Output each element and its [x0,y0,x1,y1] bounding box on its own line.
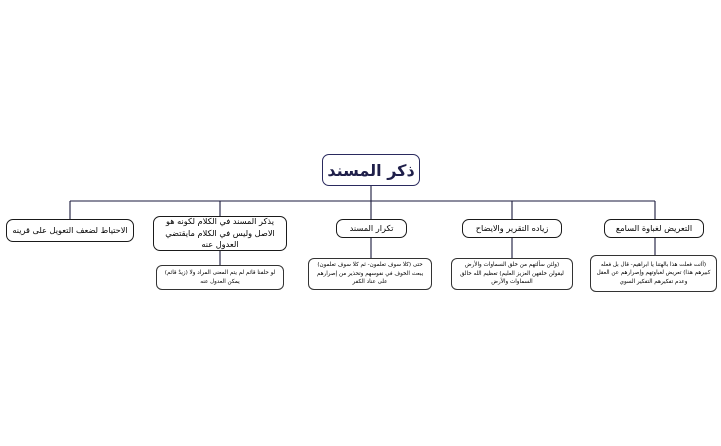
branch-node-2[interactable] [153,216,287,251]
branch-node-3-label: تكرار المسند [349,222,394,233]
leaf-node-3-1[interactable] [308,258,432,290]
root-node[interactable] [322,154,420,186]
branch-node-4-label: زياده التقرير والايضاح [475,222,549,233]
branch-node-2-label: يذكر المسند في الكلام لكونه هو الاصل وليس في الكلام مايقتضي العدول عنه [165,215,275,250]
branch-node-4[interactable] [462,219,562,238]
leaf-node-4-1-label: (ولئن سألتهم من خلق السماوات والأرض ليقولن خلقهن العزيز العليم) تعظيم الله خالق السماوات والأرض [460,262,564,286]
root-node-label: ذكر المسند [327,160,415,180]
leaf-node-2-1[interactable] [156,265,284,290]
branch-node-5-label: التعريض لغباوة السامع [615,222,693,233]
leaf-node-4-1[interactable] [451,258,573,290]
leaf-node-5-1-label: (أانت فعلت هذا بالهتنا يا ابراهيم- قال بل فعله كبيرهم هذا) تعريض لغباوتهم وإصرارهم عن العقل وعدم تفكيرهم التفكير السوي [596,261,711,285]
leaf-node-5-1[interactable] [590,255,717,292]
branch-node-1-label: الاحتياط لضعف التعويل على قرينه [12,224,128,235]
branch-node-5[interactable] [604,219,704,238]
branch-node-3[interactable] [336,219,407,238]
leaf-node-2-1-label: لو حلفنا قائم لم يتم المعنى المراد ولا (زيدٌ قائم) يمكن العدول عنه [164,270,276,285]
leaf-node-3-1-label: حتى (كلا سوف تعلمون- ثم كلا سوف تعلمون) يبعث الخوف في نفوسهم وتحذير من إصرارهم على عناد الكفر [316,262,424,286]
branch-node-1[interactable] [6,219,134,242]
